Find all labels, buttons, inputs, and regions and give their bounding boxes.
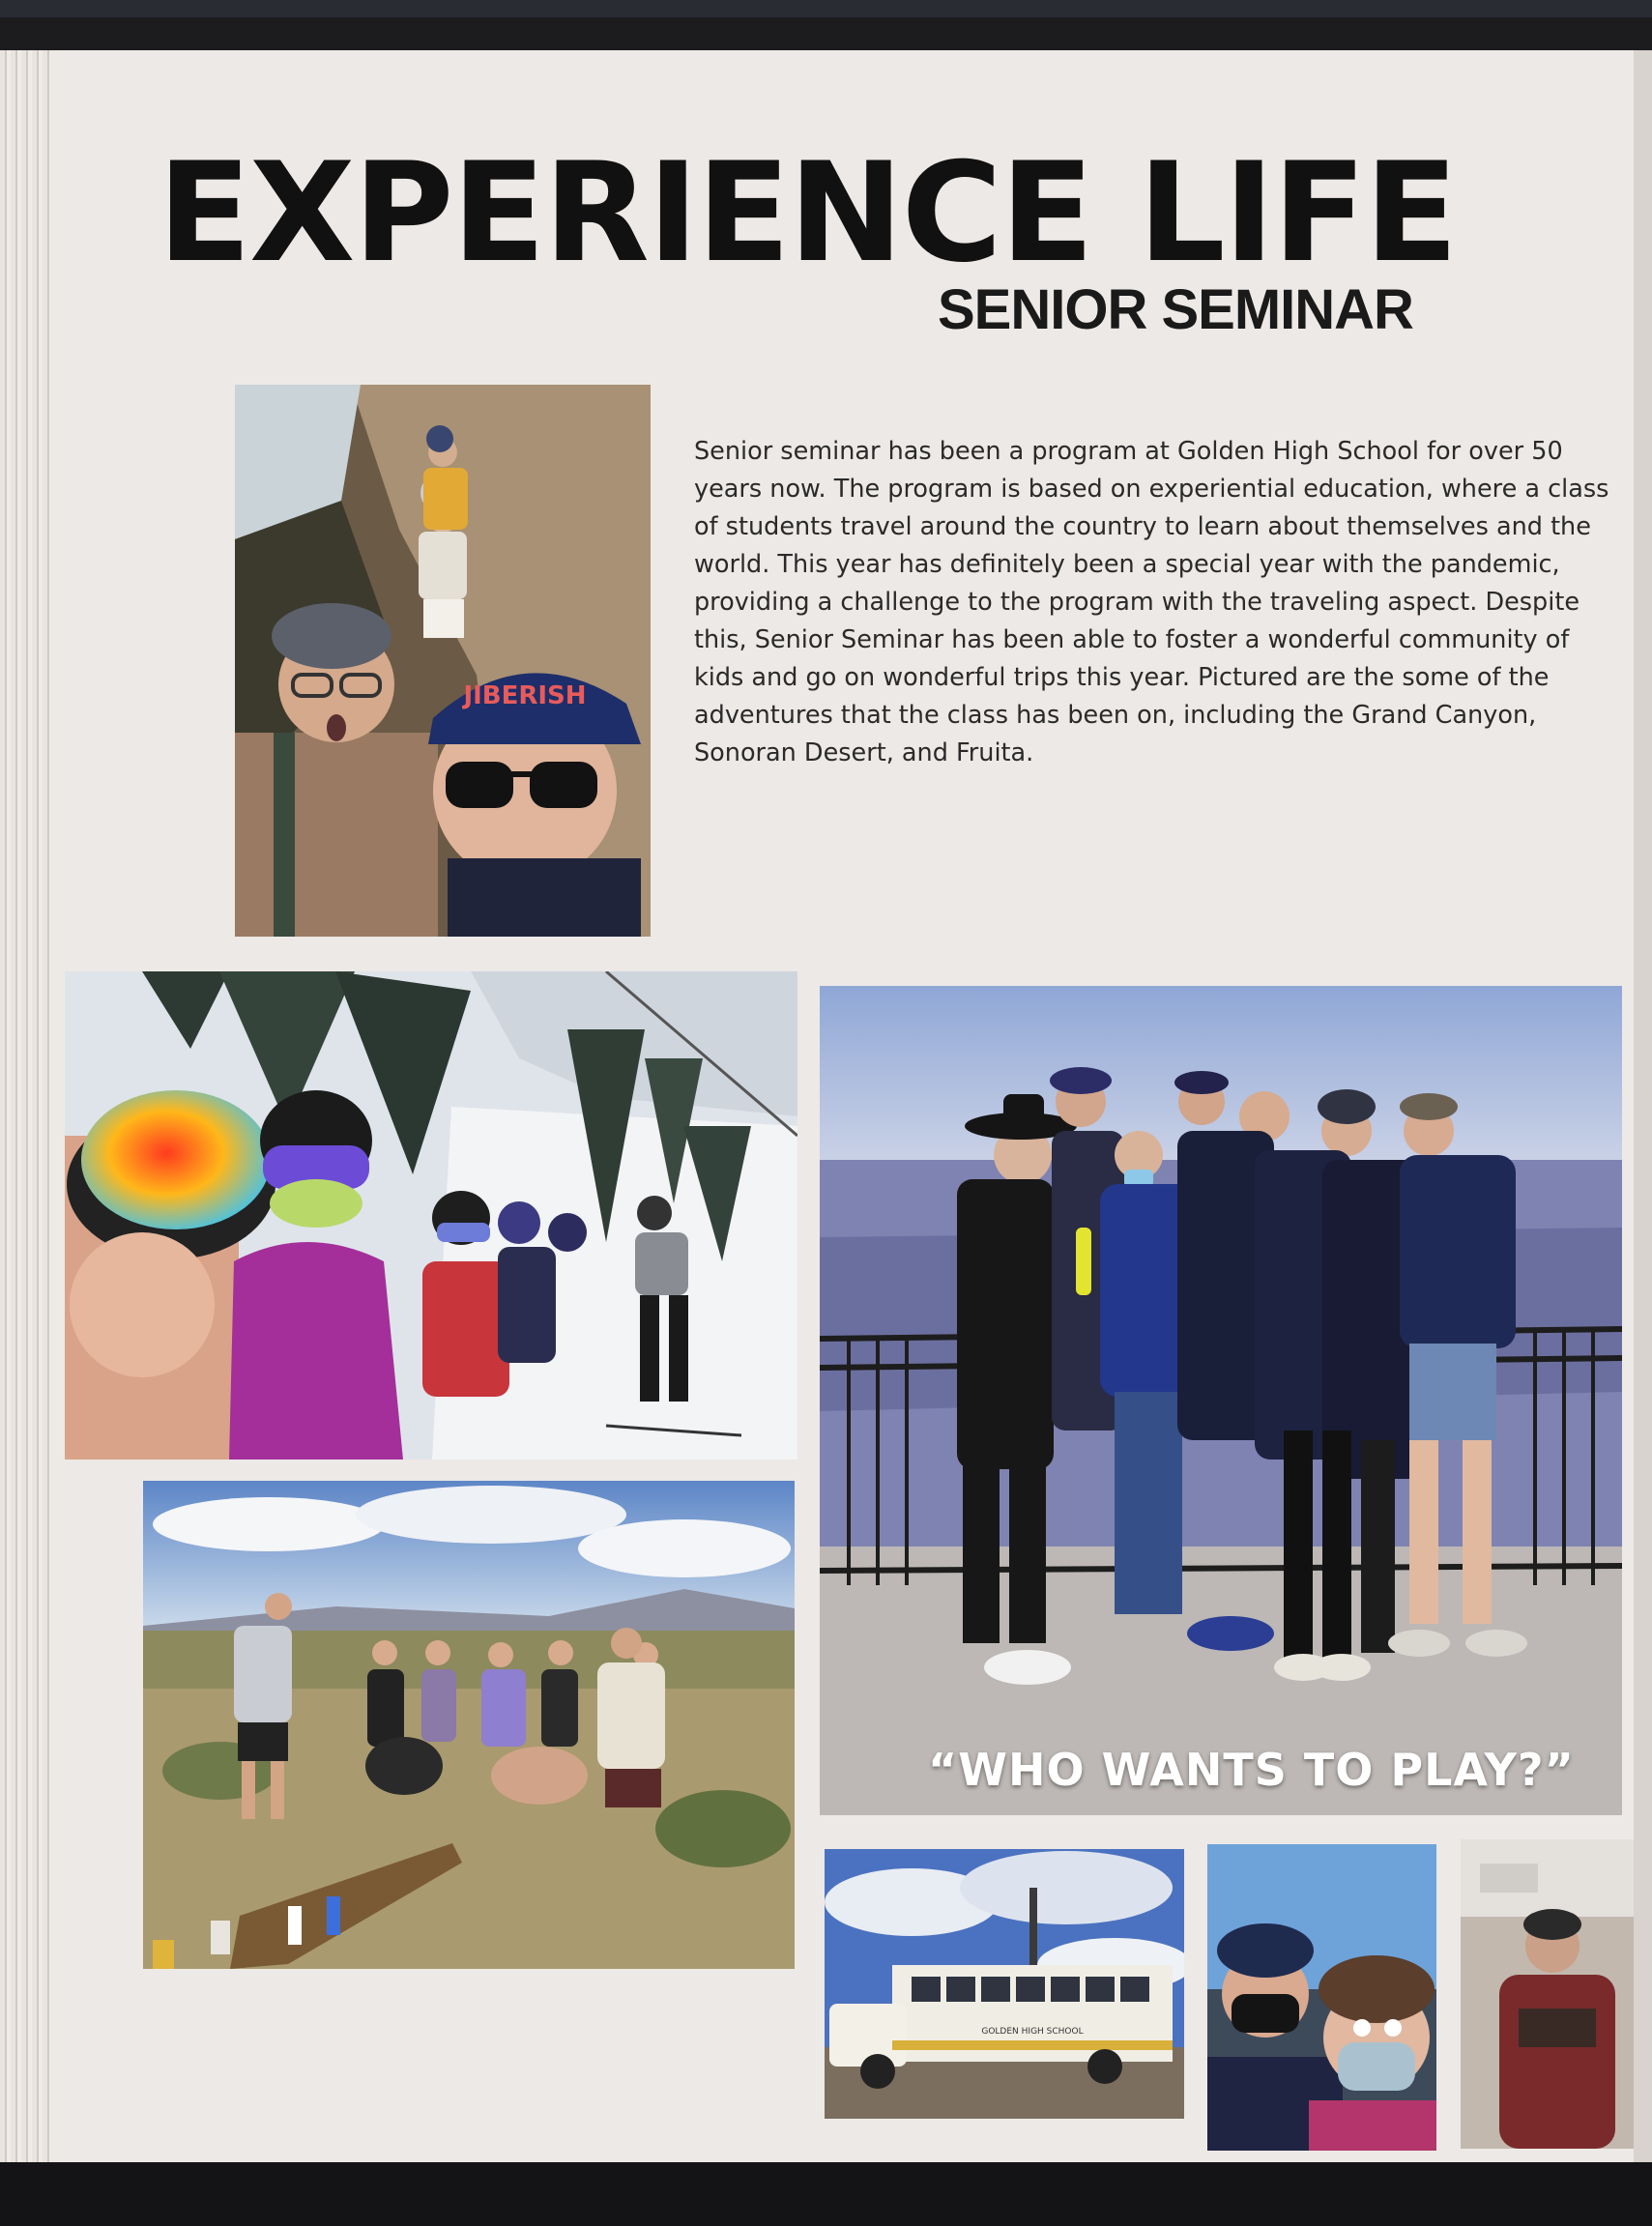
article-body: Senior seminar has been a program at Golden High School for over 50 years now. The program is based on experiential education, where a class of students travel around the country to learn about themselves and the world. This year has definitely been a special year with the pandemic, providing a challenge to the program with the traveling aspect. Despite this, Senior Seminar has been able to foster a wonderful community of kids and go on wonderful trips this year. Pictured are the some of the adventures that the class has been on, including the Grand Canyon, Sonoran Desert, and Fruita. xyxy=(694,437,1609,767)
page-stack-edge xyxy=(0,50,50,2162)
page-subtitle: SENIOR SEMINAR xyxy=(938,278,1413,341)
photo-ski-group xyxy=(65,971,797,1460)
photo-masked-selfie xyxy=(1207,1844,1436,2151)
page-right-edge xyxy=(1634,50,1652,2162)
page-title: EXPERIENCE LIFE xyxy=(158,133,1457,293)
photo-desert-group xyxy=(143,1481,795,1969)
bus-side-text: GOLDEN HIGH SCHOOL xyxy=(981,2027,1084,2037)
scan-top-edge xyxy=(0,0,1652,17)
hat-logo-text: JIBERISH xyxy=(463,681,587,710)
photo-school-bus xyxy=(825,1849,1184,2119)
photo-canyon-group xyxy=(820,986,1622,1815)
photo-bus-interior xyxy=(1461,1839,1634,2149)
scan-bottom-edge xyxy=(0,2162,1652,2226)
photo-hiking-selfie xyxy=(235,385,651,937)
photo-caption: “WHO WANTS TO PLAY?” xyxy=(928,1744,1575,1796)
